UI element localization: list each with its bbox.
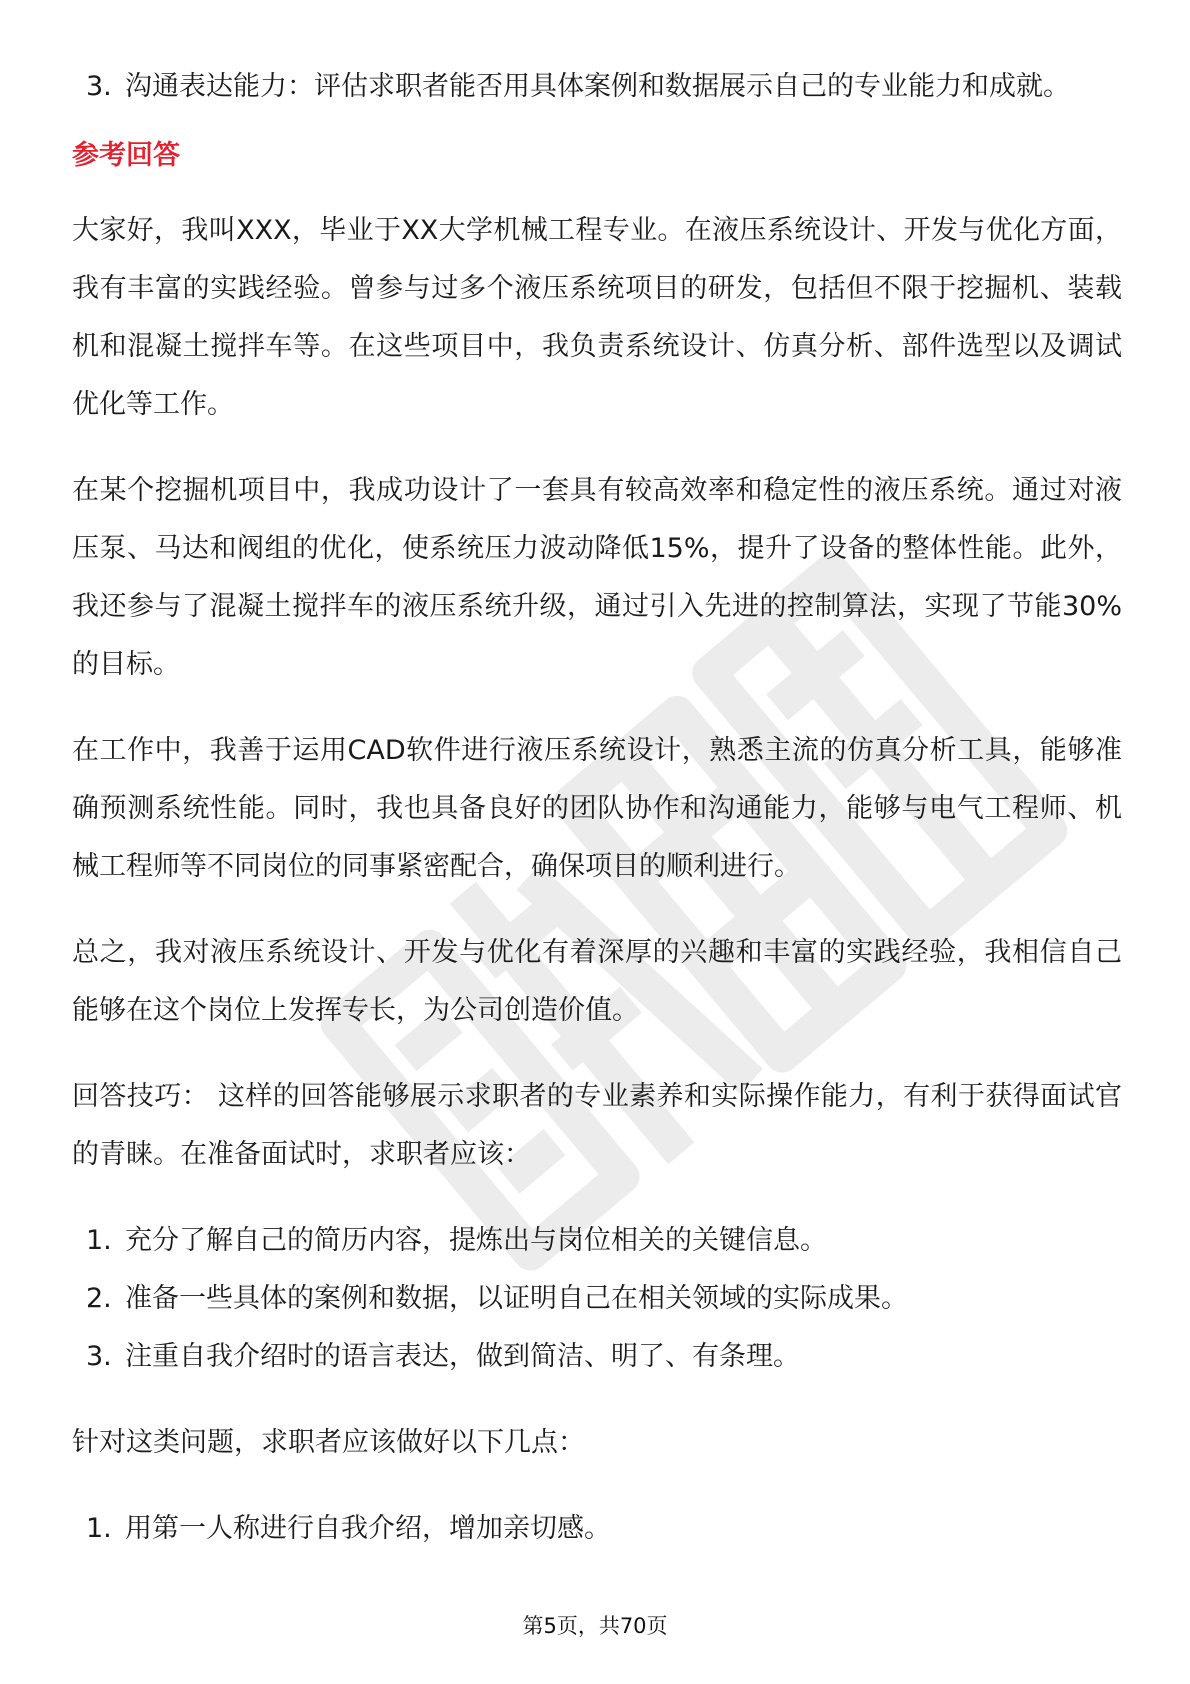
section-heading: 参考回答 bbox=[72, 140, 180, 171]
list-item-text: 沟通表达能力：评估求职者能否用具体案例和数据展示自己的专业能力和成就。 bbox=[125, 71, 1070, 102]
page-content bbox=[72, 58, 1122, 1558]
list-item-text: 注重自我介绍时的语言表达，做到简洁、明了、有条理。 bbox=[125, 1341, 800, 1372]
list-item bbox=[72, 1328, 1122, 1386]
criteria-list bbox=[72, 58, 1122, 116]
list-item-text: 用第一人称进行自我介绍，增加亲切感。 bbox=[125, 1513, 611, 1544]
paragraph-tips: 回答技巧： 这样的回答能够展示求职者的专业素养和实际操作能力，有利于获得面试官的青睐。在准备面试时，求职者应该： bbox=[72, 1081, 1122, 1170]
list-number: 1. bbox=[86, 1513, 112, 1544]
list-number: 3. bbox=[86, 1341, 112, 1372]
list-item bbox=[72, 1270, 1122, 1328]
tips-list bbox=[72, 1212, 1122, 1386]
paragraph-skills: 在工作中，我善于运用CAD软件进行液压系统设计，熟悉主流的仿真分析工具，能够准确预测系统性能。同时，我也具备良好的团队协作和沟通能力，能够与电气工程师、机械工程师等不同岗位的同事紧密配合，确保项目的顺利进行。 bbox=[72, 735, 1122, 882]
paragraph-project: 在某个挖掘机项目中，我成功设计了一套具有较高效率和稳定性的液压系统。通过对液压泵、马达和阀组的优化，使系统压力波动降低15%，提升了设备的整体性能。此外，我还参与了混凝土搅拌车的液压系统升级，通过引入先进的控制算法，实现了节能30%的目标。 bbox=[72, 475, 1122, 680]
list-item bbox=[72, 1500, 1122, 1558]
paragraph-summary: 总之，我对液压系统设计、开发与优化有着深厚的兴趣和丰富的实践经验，我相信自己能够在这个岗位上发挥专长，为公司创造价值。 bbox=[72, 937, 1122, 1026]
list-item bbox=[72, 58, 1122, 116]
list-item-text: 准备一些具体的案例和数据，以证明自己在相关领域的实际成果。 bbox=[125, 1283, 908, 1314]
list-number: 3. bbox=[86, 71, 112, 102]
list-item-text: 充分了解自己的简历内容，提炼出与岗位相关的关键信息。 bbox=[125, 1225, 827, 1256]
list-number: 1. bbox=[86, 1225, 112, 1256]
paragraph-intro: 大家好，我叫XXX，毕业于XX大学机械工程专业。在液压系统设计、开发与优化方面，我有丰富的实践经验。曾参与过多个液压系统项目的研发，包括但不限于挖掘机、装载机和混凝土搅拌车等。在这些项目中，我负责系统设计、仿真分析、部件选型以及调试优化等工作。 bbox=[72, 215, 1122, 420]
page-footer: 第5页，共70页 bbox=[522, 1614, 668, 1638]
paragraph-closing: 针对这类问题，求职者应该做好以下几点： bbox=[72, 1427, 585, 1458]
list-item bbox=[72, 1212, 1122, 1270]
list-number: 2. bbox=[86, 1283, 112, 1314]
points-list bbox=[72, 1500, 1122, 1558]
